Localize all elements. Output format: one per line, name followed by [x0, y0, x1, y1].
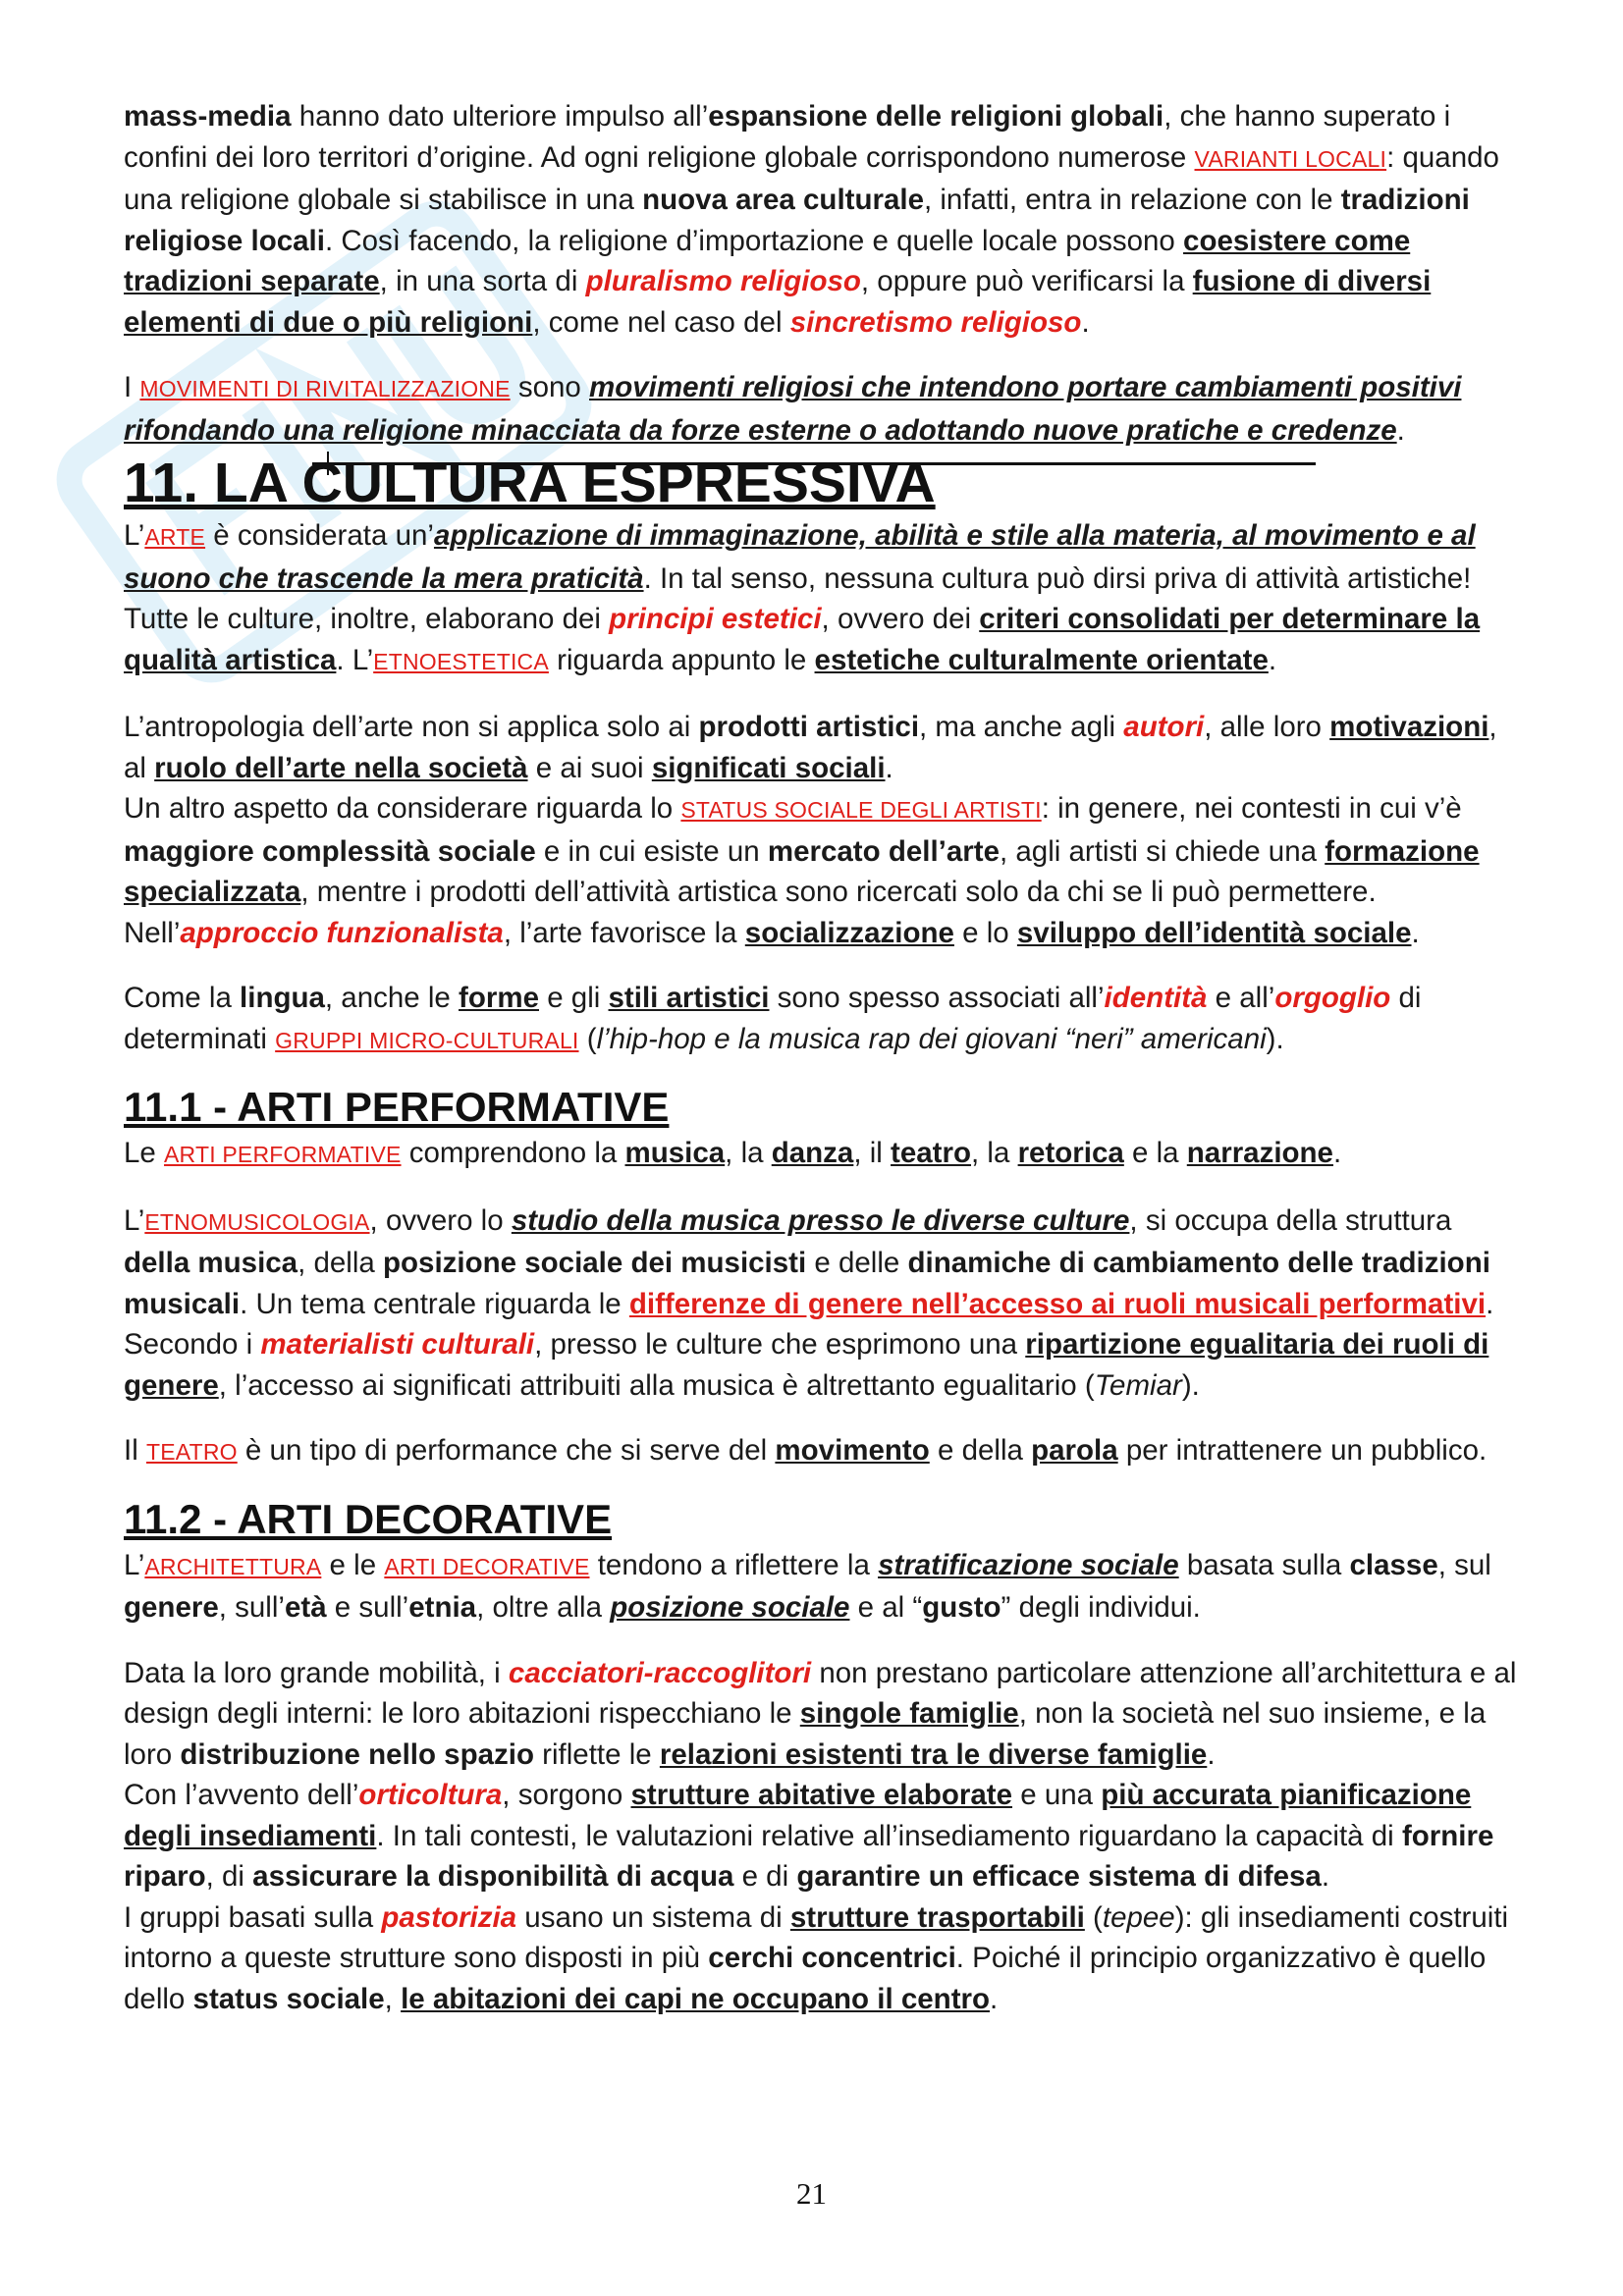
text-run: , di [205, 1860, 253, 1893]
text-run: posizione sociale dei musicisti [383, 1247, 807, 1279]
text-run: strutture abitative elaborate [630, 1779, 1013, 1811]
text-run: autori [1123, 711, 1205, 743]
text-run: status sociale [192, 1982, 385, 2015]
text-run: assicurare la disponibilità di acqua [252, 1860, 734, 1893]
text-run: tradizioni religiose locali [124, 184, 1470, 257]
text-run: della musica [124, 1247, 298, 1279]
paragraph-pastoralism [124, 1897, 1518, 2020]
text-run: , presso le culture che esprimono una [534, 1328, 1026, 1361]
text-run: fusione di diversi elementi di due o più religioni [124, 265, 1432, 339]
text-run: identità [1104, 982, 1208, 1014]
text-run: , ovvero dei [821, 603, 980, 635]
text-run: , [384, 1982, 402, 2015]
text-run: L’antropologia dell’arte non si applica solo ai [124, 711, 699, 743]
text-run: coesistere come tradizioni separate [124, 224, 1411, 297]
text-run: significati sociali [651, 751, 886, 784]
text-run: ripartizione egualitaria dei ruoli di genere [124, 1328, 1489, 1402]
text-run: . Un tema centrale riguarda le [240, 1287, 629, 1320]
text-run: , la [725, 1137, 772, 1169]
text-run: criteri consolidati per determinare la qualità artistica [124, 603, 1481, 676]
text-run: , infatti, entra in relazione con le [923, 184, 1341, 216]
text-run: Le [124, 1137, 165, 1169]
text-run: ). [1181, 1368, 1200, 1402]
text-run: orticoltura [358, 1779, 503, 1811]
text-run: Temiar [1094, 1368, 1182, 1402]
text-run: maggiore complessità sociale [124, 834, 536, 868]
text-run: , della [298, 1247, 384, 1279]
text-run: . [1321, 1860, 1330, 1893]
text-run: età [284, 1591, 327, 1624]
text-run: . [1081, 305, 1090, 339]
text-run: retorica [1017, 1137, 1124, 1169]
keyword-term: ARCHITETTURA [144, 1553, 322, 1579]
text-run: L’ [124, 1203, 145, 1237]
text-run: lingua [240, 982, 325, 1014]
paragraph-functionalist [124, 913, 1518, 954]
section-title-decorative: 11.2 - ARTI DECORATIVE [124, 1495, 613, 1542]
text-run: pluralismo religioso [585, 265, 861, 297]
text-run: di determinati [124, 982, 1422, 1055]
text-run: e una [1012, 1779, 1102, 1811]
text-run: . In tal senso, nessuna cultura può dirsi priva di attività artistiche! Tutte le culture, inoltre, elaborano dei [124, 561, 1472, 635]
keyword-term: ARTI PERFORMATIVE [164, 1142, 402, 1167]
text-run: . Così facendo, la religione d’importazione e quelle locale possono [324, 224, 1184, 257]
text-run: , in una sorta di [379, 265, 586, 297]
text-run: garantire un efficace sistema di difesa [796, 1860, 1322, 1893]
paragraph-architecture [124, 1545, 1518, 1629]
text-run: , che hanno superato i confini dei loro territori d’origine. Ad ogni religione globale corrispondono numerose [124, 100, 1451, 174]
text-run: , sorgono [502, 1779, 631, 1811]
text-run: stili artistici [608, 982, 770, 1014]
text-run: ( [1084, 1900, 1103, 1934]
paragraph-hunter-gatherers [124, 1653, 1518, 1776]
text-run: è un tipo di performance che si serve del [237, 1434, 776, 1467]
text-run: , si occupa della struttura [1129, 1203, 1452, 1237]
text-run: Nell’ [124, 916, 181, 949]
text-run: . [1411, 916, 1420, 949]
keyword-term: ARTE [144, 524, 206, 550]
text-run: tendono a riflettere la [589, 1548, 879, 1581]
text-run: Come la [124, 982, 241, 1014]
text-run: e ai suoi [527, 751, 652, 784]
text-run: . [1396, 413, 1405, 447]
text-run: e della [929, 1434, 1032, 1467]
section-title-performative: 11.1 - ARTI PERFORMATIVE [124, 1084, 670, 1130]
text-run: tepee [1102, 1900, 1175, 1934]
text-run: materialisti culturali [260, 1328, 535, 1361]
text-run: , alle loro [1204, 711, 1330, 743]
text-run: posizione sociale [610, 1591, 850, 1624]
text-run: sviluppo dell’identità sociale [1016, 916, 1412, 949]
text-run: comprendono la [401, 1137, 625, 1169]
text-run: approccio funzionalista [180, 916, 504, 949]
text-run: e la [1123, 1137, 1187, 1169]
text-run: L’ [124, 519, 145, 552]
text-run: , sull’ [218, 1591, 285, 1624]
text-run: , l’arte favorisce la [503, 916, 745, 949]
text-run: e di [733, 1860, 797, 1893]
text-run: cacciatori-raccoglitori [508, 1656, 812, 1689]
text-run: , il [853, 1137, 892, 1169]
text-run: usano un sistema di [516, 1900, 790, 1934]
text-run: , sul [1437, 1548, 1491, 1581]
text-run: , ma anche agli [919, 711, 1124, 743]
text-run: l’hip-hop e la musica rap dei giovani “neri” americani [596, 1022, 1267, 1055]
text-run: studio della musica presso le diverse culture [511, 1203, 1130, 1237]
text-run: , anche le [324, 982, 460, 1014]
paragraph-artist-status [124, 788, 1518, 913]
text-run: sincretismo religioso [789, 305, 1082, 339]
text-run: singole famiglie [799, 1697, 1019, 1730]
text-run: espansione delle religioni globali [708, 100, 1164, 133]
text-run: . Secondo i [124, 1287, 1494, 1361]
text-run: differenze di genere nell’accesso ai ruoli musicali performativi [628, 1287, 1487, 1320]
paragraph-art [124, 515, 1518, 682]
text-run: principi estetici [609, 603, 822, 635]
text-run: ): gli insediamenti costruiti intorno a queste strutture sono disposti in più [124, 1900, 1509, 1974]
text-run: teatro [891, 1137, 972, 1169]
text-run: ( [578, 1022, 597, 1055]
text-run: mercato dell’arte [767, 834, 1000, 868]
text-run: è considerata un’ [205, 519, 434, 552]
text-run: , oltre alla [476, 1591, 611, 1624]
text-run: dinamiche di cambiamento delle tradizioni musicali [124, 1247, 1490, 1320]
text-run: narrazione [1186, 1137, 1333, 1169]
text-run: ). [1266, 1022, 1284, 1055]
text-run: Con l’avvento dell’ [124, 1779, 359, 1811]
paragraph-performative-arts [124, 1133, 1518, 1176]
text-run: e all’ [1207, 982, 1275, 1014]
text-run: e delle [806, 1247, 908, 1279]
text-run: I [124, 371, 140, 403]
text-run: cerchi concentrici [708, 1942, 956, 1974]
text-run: e le [321, 1548, 385, 1581]
text-run: non prestano particolare attenzione all’architettura e al design degli interni: le loro abitazioni rispecchiano le [124, 1656, 1517, 1730]
text-run: e in cui esiste un [535, 834, 768, 868]
page-number: 21 [796, 2176, 827, 2211]
text-run: , al [124, 711, 1497, 784]
text-run: Un altro aspetto da considerare riguarda lo [124, 792, 681, 825]
text-run: formazione specializzata [124, 834, 1480, 908]
paragraph-religions [124, 96, 1518, 343]
text-run: distribuzione nello spazio [180, 1737, 534, 1771]
text-run: e sull’ [326, 1591, 409, 1624]
text-run: forme [459, 982, 539, 1014]
text-run: : in genere, nei contesti in cui v’è [1041, 792, 1462, 825]
text-run: mass-media [124, 100, 292, 133]
text-run: Il [124, 1434, 146, 1467]
paragraph-horticulture [124, 1775, 1518, 1897]
text-run: . [885, 751, 893, 784]
text-run: etnia [408, 1591, 477, 1624]
text-run: movimenti religiosi che intendono portare cambiamenti positivi rifondando una religione minacciata da forze esterne o adottando nuove pratiche e credenze [124, 371, 1462, 447]
text-run: : quando una religione globale si stabilisce in una [124, 140, 1499, 216]
text-run: L’ [124, 1548, 145, 1581]
text-run: gusto [922, 1591, 1001, 1624]
text-run: genere [124, 1591, 219, 1624]
keyword-term: GRUPPI MICRO-CULTURALI [275, 1027, 579, 1053]
document-body [124, 96, 1518, 2019]
text-run: . In tali contesti, le valutazioni relative all’insediamento riguardano la capacità di [376, 1819, 1402, 1852]
text-run: strutture trasportabili [789, 1900, 1085, 1934]
keyword-term: MOVIMENTI DI RIVITALIZZAZIONE [139, 376, 511, 401]
text-run: riguarda appunto le [548, 643, 815, 676]
text-run: movimento [775, 1434, 930, 1467]
paragraph-theatre [124, 1430, 1518, 1473]
text-run: applicazione di immaginazione, abilità e stile alla materia, al movimento e al suono che trascende la mera praticità [124, 519, 1476, 595]
text-run: e lo [953, 916, 1017, 949]
text-run: relazioni esistenti tra le diverse famiglie [659, 1737, 1208, 1771]
text-run: , la [971, 1137, 1018, 1169]
text-run: , mentre i prodotti dell’attività artistica sono ricercati solo da chi se li può permettere. [300, 876, 1377, 908]
keyword-term: ETNOESTETICA [373, 648, 549, 674]
paragraph-revitalization [124, 367, 1518, 451]
text-run: . L’ [336, 643, 374, 676]
paragraph-identity [124, 978, 1518, 1061]
text-run: le abitazioni dei capi ne occupano il centro [401, 1982, 991, 2015]
text-run: orgoglio [1274, 982, 1391, 1014]
text-run: I gruppi basati sulla [124, 1900, 382, 1934]
text-run: per intrattenere un pubblico. [1117, 1434, 1488, 1467]
keyword-term: STATUS SOCIALE DEGLI ARTISTI [680, 797, 1042, 823]
text-run: estetiche culturalmente orientate [814, 643, 1269, 676]
chapter-title: 11. LA CULTURA ESPRESSIVA [124, 452, 936, 514]
text-run: sono [510, 371, 590, 403]
text-run: Data la loro grande mobilità, i [124, 1656, 509, 1689]
text-run: , non la società nel suo insieme, e la loro [124, 1697, 1487, 1771]
paragraph-ethnomusicology [124, 1201, 1518, 1407]
text-run: più accurata pianificazione degli insediamenti [124, 1779, 1472, 1852]
text-run: . [1268, 643, 1277, 676]
text-run: , agli artisti si chiede una [999, 834, 1325, 868]
text-run: pastorizia [381, 1900, 517, 1934]
text-run: musica [624, 1137, 726, 1169]
text-run: riflette le [533, 1737, 660, 1771]
text-run: . [990, 1982, 999, 2015]
keyword-term: ETNOMUSICOLOGIA [144, 1208, 370, 1235]
text-run: ruolo dell’arte nella società [154, 751, 528, 784]
text-run: nuova area culturale [642, 184, 924, 216]
text-run: , ovvero lo [369, 1203, 512, 1237]
text-run: stratificazione sociale [878, 1548, 1179, 1581]
text-run: classe [1349, 1548, 1438, 1581]
text-run: ” degli individui. [1001, 1591, 1201, 1624]
text-run: danza [771, 1137, 854, 1169]
keyword-term: VARIANTI LOCALI [1194, 145, 1387, 172]
keyword-term: TEATRO [145, 1439, 238, 1465]
text-run: , come nel caso del [532, 305, 790, 339]
text-run: . [1207, 1737, 1216, 1771]
text-run: socializzazione [744, 916, 954, 949]
keyword-term: ARTI DECORATIVE [384, 1553, 590, 1579]
text-run: , oppure può verificarsi la [860, 265, 1193, 297]
text-run: e al “ [849, 1591, 923, 1624]
text-run: sono spesso associati all’ [769, 982, 1105, 1014]
text-run: parola [1031, 1434, 1118, 1467]
text-run: basata sulla [1178, 1548, 1350, 1581]
text-run: e gli [539, 982, 609, 1014]
text-run: fornire riparo [124, 1819, 1494, 1893]
text-run: hanno dato ulteriore impulso all’ [291, 100, 709, 133]
text-run: . Poiché il principio organizzativo è quello dello [124, 1942, 1487, 2015]
paragraph-anthropology-art [124, 707, 1518, 788]
text-run: prodotti artistici [698, 711, 920, 743]
text-run: . [1332, 1137, 1342, 1169]
text-run: motivazioni [1329, 711, 1489, 743]
text-run: , l’accesso ai significati attribuiti alla musica è altrettanto egualitario ( [218, 1368, 1095, 1402]
